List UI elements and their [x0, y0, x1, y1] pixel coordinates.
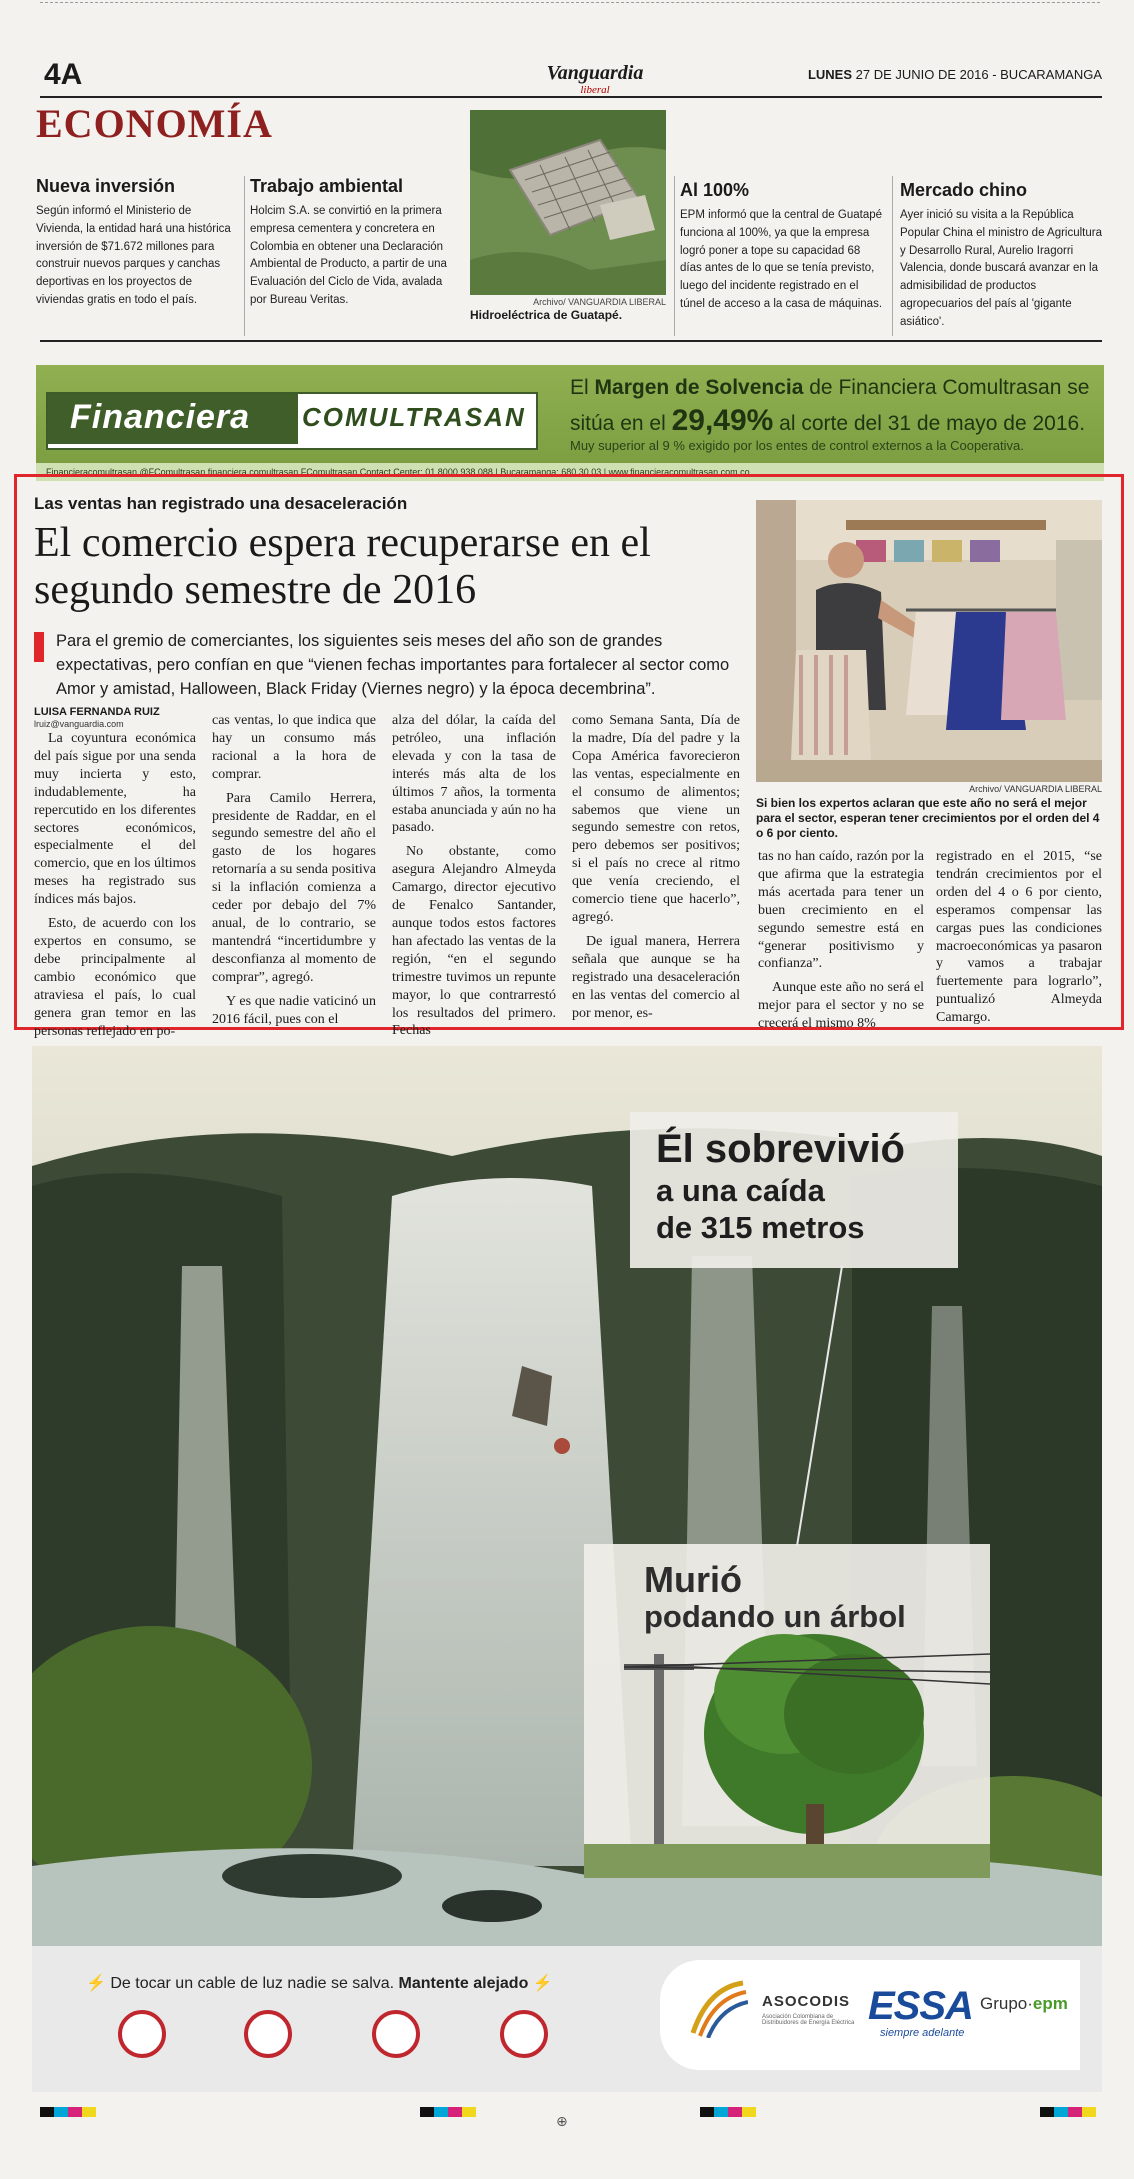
page-top-rule	[40, 2, 1100, 3]
asocodis-logo-sub: Asociación Colombiana de Distribuidores de Energía Eléctrica	[762, 2014, 855, 2026]
clothing-store-photo	[756, 500, 1102, 782]
paragraph: Y es que nadie vaticinó un 2016 fácil, pues con el	[212, 993, 376, 1027]
no-touch-cable-icon	[118, 2010, 166, 2058]
no-kite-icon	[372, 2010, 420, 2058]
callout-line: Murió	[644, 1559, 742, 1600]
brief-text: Ayer inició su visita a la República Popular China el ministro de Agricultura y Desarrollo Rural, Aurelio Iragorri Valencia, donde buscará avanzar en la admisibilidad de productos agropecuarios del país al 'gigante asiático'.	[900, 209, 1102, 328]
lightning-icon: ⚡	[86, 1975, 111, 1992]
brief-trabajo-ambiental	[250, 176, 460, 310]
asocodis-logo-icon	[688, 1978, 748, 2038]
brief-title: Nueva inversión	[36, 176, 176, 196]
brief-title: Trabajo ambiental	[250, 176, 404, 196]
brief-mercado-chino	[900, 180, 1102, 332]
callout-line: de 315 metros	[656, 1209, 865, 1245]
article-headline: El comercio espera recuperarse en el segundo semestre de 2016	[34, 520, 651, 614]
article-kicker: Las ventas han registrado una desaceleración	[34, 494, 408, 513]
print-color-bar	[40, 2104, 1102, 2114]
page-number: 4A	[44, 58, 83, 91]
brief-title: Mercado chino	[900, 180, 1028, 200]
callout-line: a una caída	[656, 1173, 825, 1209]
paragraph: como Semana Santa, Día de la madre, Día del padre y la Copa América favorecieron las ventas, especialmente en el consumo de alimentos; sabemos que viene un segundo semestre con retos, pero debemos ser positivos; si el país no crece al ritmo que venía creciendo, el comercio tiene que hacerlo”, agregó.	[572, 713, 740, 925]
paragraph: Para Camilo Herrera, presidente de Raddar, en el segundo semestre del año el gasto de los hogares retornaría a su senda positiva si la inflación comienza a ceder por debajo del 7% anual, de lo contrario, se mantendrá “incertidumbre y desconfianza al momento de comprar”, agregó.	[212, 790, 376, 985]
ad-subtext: Muy superior al 9 % exigido por los entes de control externos a la Cooperativa.	[570, 438, 1024, 453]
asocodis-logo-text: ASOCODIS	[762, 1993, 851, 2010]
ad-slogan	[86, 1973, 553, 1993]
paragraph: No obstante, como asegura Alejandro Almeyda Camargo, director ejecutivo de Fenalco Santander, aunque todos estos factores han afectado las ventas de la región, “en el segundo trimestre tuvimos un repunte mayor, lo que contrarrestó los resultados del primero. Fechas	[392, 844, 556, 1039]
no-antenna-icon	[244, 2010, 292, 2058]
article-column-4	[572, 712, 740, 1028]
masthead-logo: Vanguardia	[546, 62, 644, 84]
brief-text: Holcim S.A. se convirtió en la primera empresa cementera y concretera en Colombia en obtener una Declaración Ambiental de Producto, a partir de una Evaluación del Ciclo de Vida, avalada por Bureau Veritas.	[250, 205, 447, 307]
article-column-6	[936, 848, 1102, 1033]
article-byline: LUISA FERNANDA RUIZ	[34, 706, 160, 718]
brief-divider	[892, 176, 893, 336]
grupo-epm-logo	[980, 1994, 1068, 2014]
callout-died-text	[644, 1560, 906, 1634]
ad-headline-part: al corte del 31 de mayo de 2016.	[773, 412, 1086, 436]
slogan-bold: Mantente alejado	[398, 1975, 529, 1992]
paragraph: Esto, de acuerdo con los expertos en consumo, se debe principalmente al cambio económico que atraviesa el país, lo cual genera gran temor en las personas reflejado en po-	[34, 916, 196, 1039]
brief-title: Al 100%	[680, 180, 750, 200]
section-title: ECONOMÍA	[36, 101, 273, 146]
brief-nueva-inversion	[36, 176, 236, 310]
paragraph: cas ventas, lo que indica que hay un consumo más racional a la hora de comprar.	[212, 713, 376, 782]
paragraph: La coyuntura económica del país sigue por una senda muy incierta y esto, indudablemente, ha repercutido en los diferentes sectores económicos, especialmente el del comercio, que en los últimos meses ha registrado sus índices más bajos.	[34, 731, 196, 908]
dateline	[786, 67, 1102, 82]
slogan-text: De tocar un cable de luz nadie se salva.	[110, 1975, 399, 1992]
essa-logo-sub: siempre adelante	[880, 2027, 965, 2039]
registration-mark-icon: ⊕	[556, 2114, 568, 2130]
ad-headline-bold: Margen de Solvencia	[594, 376, 804, 399]
article-byline-email: lruiz@vanguardia.com	[34, 719, 124, 729]
paragraph: registrado en el 2015, “se tendrán crecimientos por el orden del 4 o 6 por ciento, esperamos compensar las cargas pues las condiciones macroeconómicas ya pasaron y vamos a trabajar fuertemente para lograrlo”, puntualizó Almeyda Camargo.	[936, 849, 1102, 1026]
briefs-rule	[40, 340, 1102, 342]
article-column-1	[34, 730, 196, 1046]
no-climbing-icon	[500, 2010, 548, 2058]
paragraph: Aunque este año no será el mejor para el sector y no se crecerá el mismo 8%	[758, 980, 924, 1032]
lead-marker	[34, 632, 44, 662]
ad-footer-contacts: Financieracomultrasan @FComultrasan financiera.comultrasan FComultrasan Contact Center: 01 8000 938 088 | Bucaramanga: 680 30 03 | www.financieracomultrasan.com.co	[36, 463, 1104, 481]
photo-caption: Si bien los expertos aclaran que este año no será el mejor para el sector, esperan tener crecimientos por el orden del 4 o 6 por ciento.	[756, 796, 1100, 840]
brief-divider	[674, 176, 675, 336]
lightning-icon: ⚡	[528, 1975, 553, 1992]
photo-credit: Archivo/ VANGUARDIA LIBERAL	[533, 297, 666, 307]
hydroelectric-photo	[470, 110, 666, 295]
paragraph: alza del dólar, la caída del petróleo, una inflación elevada y con la tasa de interés más alta de los últimos 7 años, la tormenta estaba anunciada y aún no ha pasado.	[392, 713, 556, 836]
paragraph: tas no han caído, razón por la que afirma que la estrategia más acertada para tener un buen crecimiento en el segundo semestre está en “generar positivismo y confianza”.	[758, 849, 924, 972]
grupo-text: Grupo·	[980, 1994, 1033, 2013]
ad-headline-part: El	[570, 376, 595, 399]
callout-survived-text	[656, 1126, 956, 1246]
brief-text: EPM informó que la central de Guatapé funciona al 100%, ya que la empresa logró poner a tope su capacidad 68 días antes de lo que se tenía previsto, luego del incidente registrado en el túnel de acceso a la casa de máquinas.	[680, 209, 883, 311]
ad-headline-part: de Financiera Comultrasan se sitúa en el	[570, 376, 1090, 436]
essa-logo-text: ESSA	[868, 1984, 973, 2028]
epm-text: epm	[1032, 1994, 1068, 2013]
paragraph: De igual manera, Herrera señala que aunque se ha registrado una desaceleración en las ventas del comercio al por menor, es-	[572, 933, 740, 1021]
comultrasan-logo-text: COMULTRASAN	[302, 402, 526, 432]
ad-headline-percent: 29,49%	[671, 404, 774, 438]
brief-al-100	[680, 180, 885, 314]
ad-headline	[570, 374, 1100, 440]
article-lead: Para el gremio de comerciantes, los siguientes seis meses del año son de grandes expectativas, pero confían en que “vienen fechas importantes para fortalecer al sector como Amor y amistad, Halloween, Black Friday (Viernes negro) y la época decembrina”.	[56, 632, 730, 698]
header-rule	[40, 96, 1102, 98]
callout-line: Él sobrevivió	[656, 1127, 905, 1171]
dateline-rest: 27 DE JUNIO DE 2016 - BUCARAMANGA	[855, 67, 1102, 82]
brief-divider	[244, 176, 245, 336]
callout-line: podando un árbol	[644, 1598, 906, 1634]
financiera-logo-text: Financiera	[70, 398, 251, 436]
article-column-3	[392, 712, 556, 1046]
article-column-5	[758, 848, 924, 1039]
photo-credit: Archivo/ VANGUARDIA LIBERAL	[969, 784, 1102, 794]
brief-text: Según informó el Ministerio de Vivienda, la entidad hará una histórica inversión de $71.672 millones para construir nuevos parques y canchas deportivas en los proyectos de viviendas gratis en todo el país.	[36, 205, 231, 307]
photo-caption: Hidroeléctrica de Guatapé.	[470, 308, 623, 322]
article-column-2	[212, 712, 376, 1034]
dateline-day: LUNES	[807, 67, 853, 82]
masthead-logo-sub: liberal	[580, 84, 610, 96]
